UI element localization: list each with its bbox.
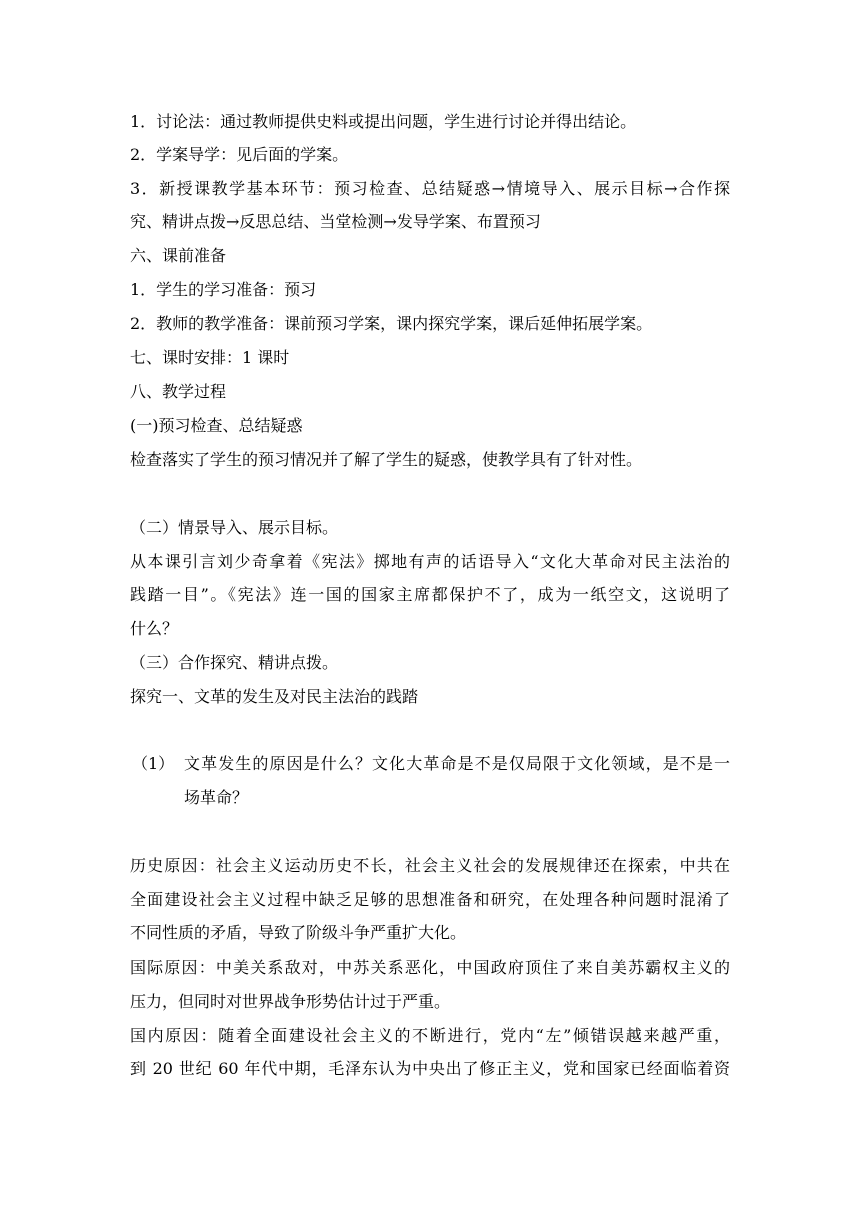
method-item-3-line-1: 3．新授课教学基本环节：预习检查、总结疑惑→情境导入、展示目标→合作探	[130, 179, 730, 198]
section-6-title: 六、课前准备	[130, 246, 227, 265]
step-1-title: (一)预习检查、总结疑惑	[130, 416, 303, 435]
question-line-1: 文革发生的原因是什么？文化大革命是不是仅局限于文化领域，是不是一	[184, 754, 730, 773]
section-7-title: 七、课时安排：1 课时	[130, 348, 290, 367]
step-3-title: （三）合作探究、精讲点拨。	[130, 653, 339, 672]
step-2-line-1: 从本课引言刘少奇拿着《宪法》掷地有声的话语导入“文化大革命对民主法治的	[130, 552, 730, 571]
domestic-reason-line-2: 到 20 世纪 60 年代中期，毛泽东认为中央出了修正主义，党和国家已经面临着资	[130, 1059, 730, 1078]
intl-reason-line-2: 压力，但同时对世界战争形势估计过于严重。	[130, 992, 451, 1011]
prep-item-1: 1．学生的学习准备：预习	[130, 280, 317, 299]
step-2-line-3: 什么？	[130, 619, 179, 638]
method-item-2: 2．学案导学：见后面的学案。	[130, 145, 349, 164]
prep-item-2: 2．教师的教学准备：课前预习学案，课内探究学案，课后延伸拓展学案。	[130, 314, 653, 333]
section-8-title: 八、教学过程	[130, 382, 227, 401]
method-item-3-line-2: 究、精讲点拨→反思总结、当堂检测→发导学案、布置预习	[130, 212, 541, 231]
step-2-line-2: 践踏一目”。《宪法》连一国的国家主席都保护不了，成为一纸空文，这说明了	[130, 585, 730, 604]
history-reason-line-1: 历史原因：社会主义运动历史不长，社会主义社会的发展规律还在探索，中共在	[130, 856, 730, 875]
step-1-text: 检查落实了学生的预习情况并了解了学生的疑惑，使教学具有了针对性。	[130, 450, 643, 469]
method-item-1: 1．讨论法：通过教师提供史料或提出问题，学生进行讨论并得出结论。	[130, 112, 637, 131]
step-2-title: （二）情景导入、展示目标。	[130, 518, 339, 537]
history-reason-line-2: 全面建设社会主义过程中缺乏足够的思想准备和研究，在处理各种问题时混淆了	[130, 890, 730, 909]
domestic-reason-line-1: 国内原因：随着全面建设社会主义的不断进行，党内“左”倾错误越来越严重，	[130, 1026, 730, 1045]
question-line-2: 场革命？	[184, 788, 249, 807]
intl-reason-line-1: 国际原因：中美关系敌对，中苏关系恶化，中国政府顶住了来自美苏霸权主义的	[130, 958, 730, 977]
question-number: （1）	[132, 754, 175, 773]
explore-1-title: 探究一、文革的发生及对民主法治的践踏	[130, 687, 419, 706]
history-reason-line-3: 不同性质的矛盾，导致了阶级斗争严重扩大化。	[130, 923, 467, 942]
